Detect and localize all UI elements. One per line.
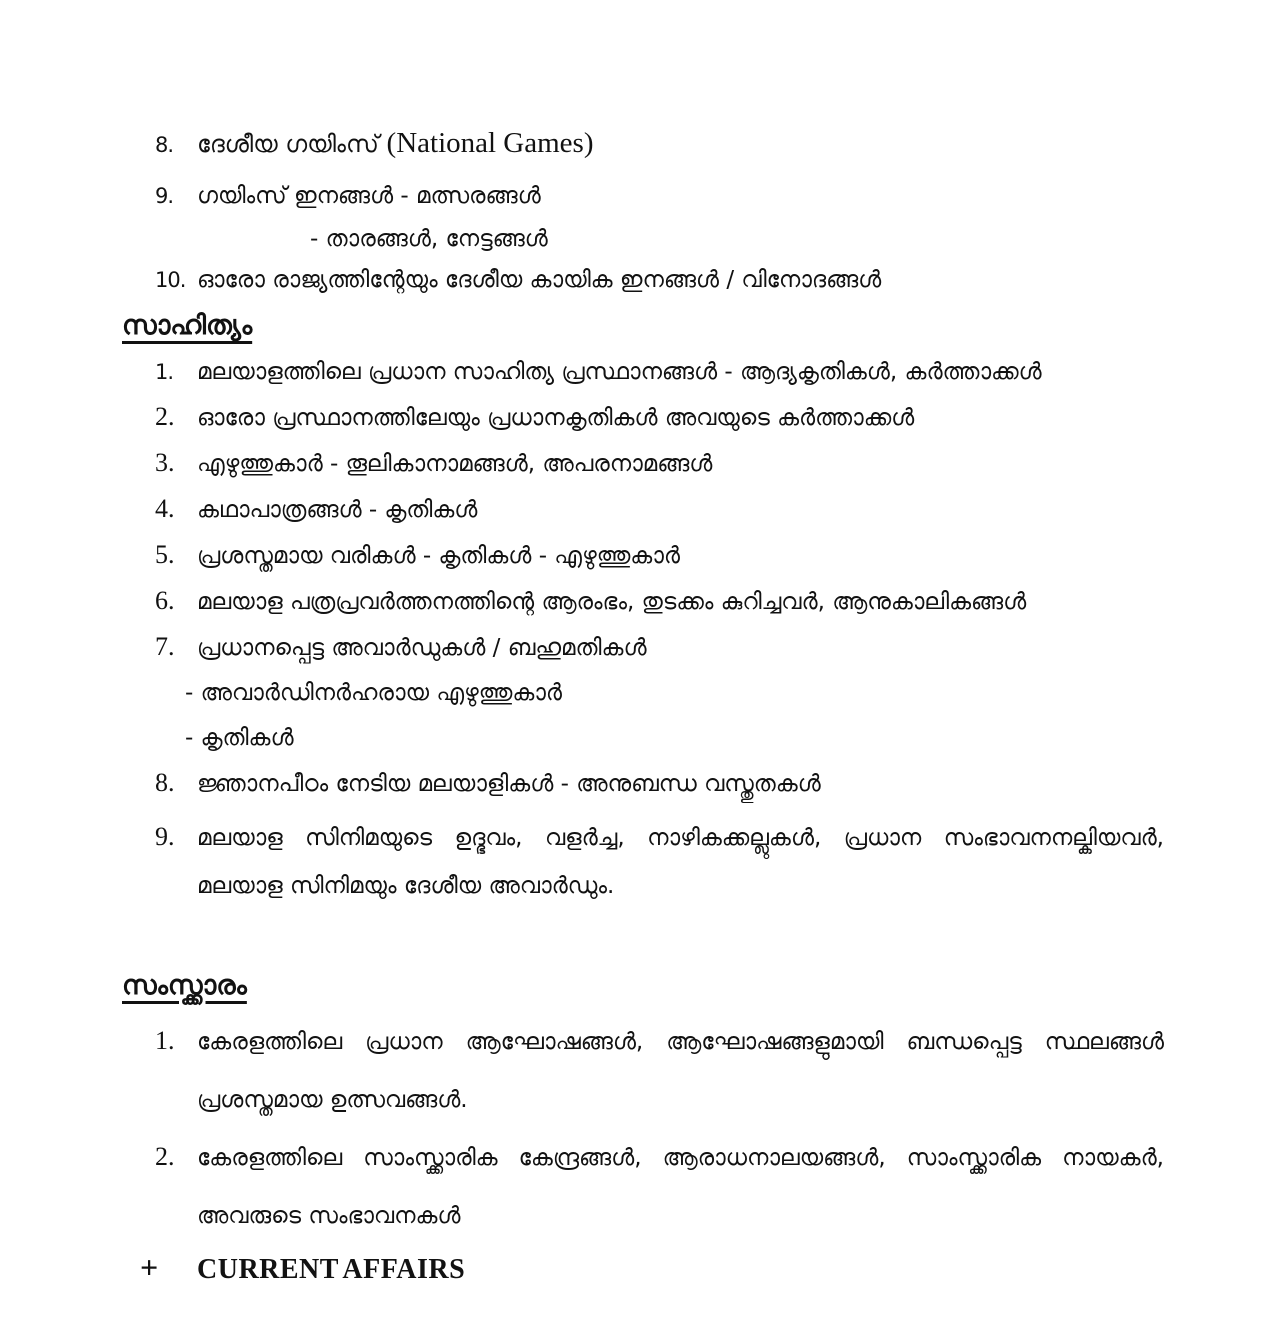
item-number: 8. <box>155 133 174 157</box>
sub-list-item: - കൃതികൾ <box>185 725 294 751</box>
section-heading-literature: സാഹിത്യം <box>122 310 253 341</box>
list-item <box>155 586 1164 617</box>
list-item <box>155 632 1164 663</box>
list-item <box>155 494 1164 525</box>
item-number: 5. <box>155 540 175 569</box>
item-text: കേരളത്തിലെ സാംസ്ക്കാരിക കേന്ദ്രങ്ങൾ, ആരാധനാലയങ്ങൾ, സാംസ്ക്കാരിക നായകർ, അവരുടെ സംഭാവനകൾ <box>197 1145 1164 1229</box>
list-item <box>155 402 1164 433</box>
item-text: കഥാപാത്രങ്ങൾ - കൃതികൾ <box>197 497 478 523</box>
list-item <box>155 814 1164 910</box>
list-item <box>155 1013 1164 1129</box>
item-text: ഓരോ രാജ്യത്തിന്റേയും ദേശീയ കായിക ഇനങ്ങൾ / വിനോദങ്ങൾ <box>197 267 882 293</box>
item-text <box>197 126 1164 161</box>
item-number: 8. <box>155 768 175 797</box>
current-affairs-row <box>140 1249 1164 1286</box>
section-gap <box>122 925 1164 969</box>
list-item <box>155 357 1164 387</box>
current-affairs-label: CURRENT AFFAIRS <box>197 1254 466 1285</box>
item-number: 6. <box>155 586 175 615</box>
sub-list-item: - താരങ്ങൾ, നേട്ടങ്ങൾ <box>310 226 548 252</box>
item-text: മലയാള സിനിമയുടെ ഉദ്ഭവം, വളർച്ച, നാഴികക്കല്ലുകൾ, പ്രധാന സംഭാവനനല്കിയവർ, മലയാള സിനിമയും ദേശീയ അവാർഡും. <box>197 825 1164 899</box>
item-number: 3. <box>155 448 175 477</box>
item-text: ജ്ഞാനപീഠം നേടിയ മലയാളികൾ - അനുബന്ധ വസ്തുതകൾ <box>197 771 821 797</box>
item-text: പ്രശസ്തമായ വരികൾ - കൃതികൾ - എഴുത്തുകാർ <box>197 543 680 569</box>
item-text: മലയാളത്തിലെ പ്രധാന സാഹിത്യ പ്രസ്ഥാനങ്ങൾ - ആദ്യകൃതികൾ, കർത്താക്കൾ <box>197 359 1042 385</box>
list-item <box>155 448 1164 479</box>
item-text-english: (National Games) <box>386 127 594 159</box>
list-item <box>155 1129 1164 1245</box>
item-text-malayalam: ദേശീയ ഗയിംസ് <box>197 130 379 158</box>
item-number: 7. <box>155 632 175 661</box>
item-text: മലയാള പത്രപ്രവർത്തനത്തിന്റെ ആരംഭം, തുടക്കം കുറിച്ചവർ, ആനുകാലികങ്ങൾ <box>197 589 1027 615</box>
item-text: ഗയിംസ് ഇനങ്ങൾ - മത്സരങ്ങൾ <box>197 183 541 209</box>
list-item <box>155 265 1164 295</box>
item-number: 4. <box>155 494 175 523</box>
plus-icon: + <box>140 1249 159 1285</box>
item-number: 9. <box>155 822 175 851</box>
item-text: എഴുത്തുകാർ - തൂലികാനാമങ്ങൾ, അപരനാമങ്ങൾ <box>197 451 713 477</box>
sub-list-item: - അവാർഡിനർഹരായ എഴുത്തുകാർ <box>185 680 563 706</box>
list-item <box>155 181 1164 211</box>
item-number: 1. <box>155 360 174 384</box>
list-item <box>155 768 1164 799</box>
item-number: 1. <box>155 1026 175 1055</box>
item-number: 10. <box>155 268 186 292</box>
list-item <box>155 126 1164 161</box>
item-text: പ്രധാനപ്പെട്ട അവാർഡുകൾ / ബഹുമതികൾ <box>197 635 647 661</box>
item-number: 2. <box>155 1142 175 1171</box>
item-number: 9. <box>155 184 174 208</box>
item-text: കേരളത്തിലെ പ്രധാന ആഘോഷങ്ങൾ, ആഘോഷങ്ങളുമായി ബന്ധപ്പെട്ട സ്ഥലങ്ങൾ പ്രശസ്തമായ ഉത്സവങ്ങൾ. <box>197 1029 1164 1113</box>
section-heading-culture: സംസ്ക്കാരം <box>122 970 247 1001</box>
document-content <box>122 126 1164 1286</box>
list-item <box>155 540 1164 571</box>
item-number: 2. <box>155 402 175 431</box>
item-text: ഓരോ പ്രസ്ഥാനത്തിലേയും പ്രധാനകൃതികൾ അവയുടെ കർത്താക്കൾ <box>197 405 915 431</box>
